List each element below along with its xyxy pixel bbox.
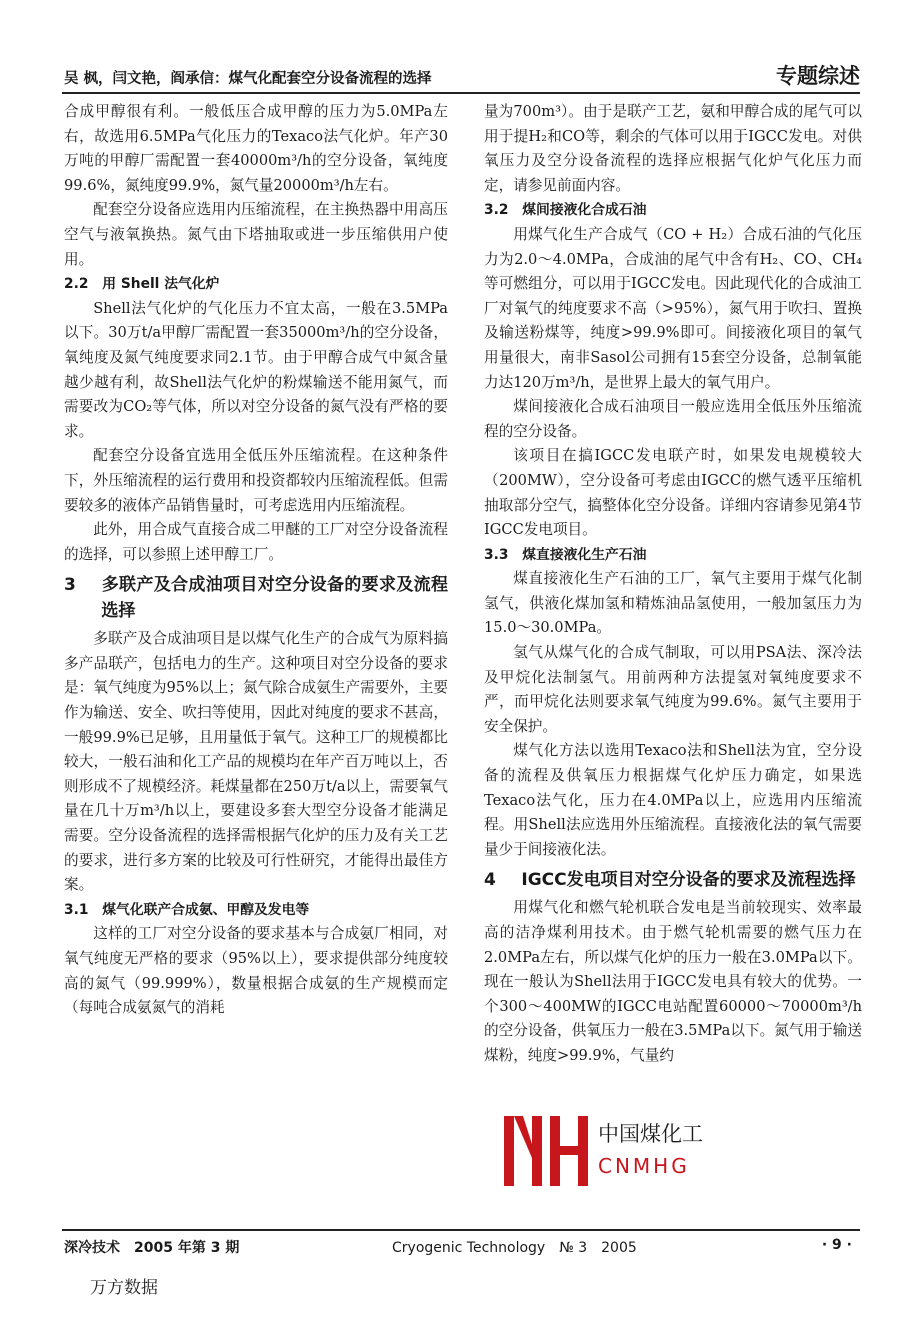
left-column — [64, 100, 448, 1021]
running-footer — [62, 1229, 860, 1261]
watermark-logo — [502, 1114, 734, 1188]
logo-chinese-text: 中国煤化工 — [598, 1118, 703, 1148]
paragraph: 这样的工厂对空分设备的要求基本与合成氨厂相同，对氧气纯度无严格的要求（95%以上），要求提供部分纯度较高的氮气（99.999%），数量根据合成氨的生产规模而定（每吨合成氨氮气的消耗 — [64, 925, 448, 1017]
paragraph: 煤间接液化合成石油项目一般应选用全低压外压缩流程的空分设备。 — [484, 398, 862, 440]
paragraph: Shell法气化炉的气化压力不宜太高，一般在3.5MPa以下。30万t/a甲醇厂需配置一套35000m³/h的空分设备，氧纯度及氮气纯度要求同2.1节。由于甲醇合成气中氮含量越少越有利，故Shell法气化炉的粉煤输送不能用氮气，而需要改为CO₂等气体，所以对空分设备的氮气没有严格的要求。 — [64, 299, 448, 440]
page-number: · 9 · — [821, 1237, 852, 1253]
section-title: 多联产及合成油项目对空分设备的要求及流程选择 — [101, 575, 448, 622]
subsection-heading: 3.2 煤间接液化合成石油 — [484, 202, 647, 219]
paragraph: 配套空分设备宜选用全低压外压缩流程。在这种条件下，外压缩流程的运行费用和投资都较内压缩流程低。但需要较多的液体产品销售量时，可考虑选用内压缩流程。 — [64, 447, 448, 514]
paragraph: 用煤气化和燃气轮机联合发电是当前较现实、效率最高的洁净煤利用技术。由于燃气轮机需要的燃气压力在2.0MPa左右，所以煤气化炉的压力一般在3.0MPa以下。现在一般认为Shell法用于IGCC发电具有较大的优势。一个300～400MW的IGCC电站配置60000～70000m³/h的空分设备，供氧压力一般在3.5MPa以下。氮气用于输送煤粉，纯度>99.9%，气量约 — [484, 899, 862, 1064]
logo-english-text: CNMHG — [598, 1154, 690, 1178]
section-title: IGCC发电项目对空分设备的要求及流程选择 — [521, 870, 856, 891]
paragraph: 氢气从煤气化的合成气制取，可以用PSA法、深冷法及甲烷化法制氢气。用前两种方法提氢对氧纯度要求不严，而甲烷化法则要求氧气纯度为99.6%。氮气主要用于安全保护。 — [484, 644, 862, 735]
section-number: 3 — [64, 575, 76, 596]
paragraph: 用煤气化生产合成气（CO + H₂）合成石油的气化压力为2.0～4.0MPa，合成油的尾气中含有H₂、CO、CH₄等可燃组分，可以用于IGCC发电。因此现代化的合成油工厂对氧气的纯度要求不高（>95%），氮气用于吹扫、置换及输送粉煤等，纯度>99.9%即可。间接液化项目的氧气用量很大，南非Sasol公司拥有15套空分设备，总制氧能力达120万m³/h，是世界上最大的氧气用户。 — [484, 225, 862, 391]
paragraph: 煤直接液化生产石油的工厂，氧气主要用于煤气化制氢气，供液化煤加氢和精炼油品氢使用，一般加氢压力为15.0～30.0MPa。 — [484, 570, 862, 637]
mh-logo-icon — [502, 1114, 588, 1188]
running-header-title: 吴 枫，闫文艳，阎承信：煤气化配套空分设备流程的选择 — [64, 71, 432, 87]
paragraph: 该项目在搞IGCC发电联产时，如果发电规模较大（200MW），空分设备可考虑由IGCC的燃气透平压缩机抽取部分空气，搞整体化空分设备。详细内容请参见第4节IGCC发电项目。 — [484, 447, 862, 539]
running-header — [62, 58, 860, 94]
subsection-heading: 3.3 煤直接液化生产石油 — [484, 546, 647, 563]
section-number: 4 — [484, 870, 496, 891]
paragraph: 合成甲醇很有利。一般低压合成甲醇的压力为5.0MPa左右，故选用6.5MPa气化压力的Texaco法气化炉。年产30万吨的甲醇厂需配置一套40000m³/h的空分设备，氧纯度99.6%，氮纯度99.9%，氮气量20000m³/h左右。 — [64, 103, 448, 194]
subsection-heading: 3.1 煤气化联产合成氨、甲醇及发电等 — [64, 901, 310, 918]
section-heading — [64, 572, 448, 624]
paragraph: 煤气化方法以选用Texaco法和Shell法为宜，空分设备的流程及供氧压力根据煤气化炉压力确定，如果选Texaco法气化，压力在4.0MPa以上，应选用内压缩流程。用Shell法应选用外压缩流程。直接液化法的氧气需要量少于间接液化法。 — [484, 742, 862, 858]
paragraph: 量为700m³）。由于是联产工艺，氨和甲醇合成的尾气可以用于提H₂和CO等，剩余的气体可以用于IGCC发电。对供氧压力及空分设备流程的选择应根据气化炉气化压力而定，请参见前面内容。 — [484, 103, 862, 194]
paragraph: 多联产及合成油项目是以煤气化生产的合成气为原料搞多产品联产，包括电力的生产。这种项目对空分设备的要求是：氧气纯度为95%以上；氮气除合成氨生产需要外，主要作为输送、安全、吹扫等使用，因此对纯度的要求不甚高，一般99.9%已足够，且用量低于氧气。这种工厂的规模都比较大，一般石油和化工产品的规模均在年产百万吨以上，否则形成不了规模经济。耗煤量都在250万t/a以上，需要氧气量在几十万m³/h以上，要建设多套大型空分设备才能满足需要。空分设备流程的选择需根据气化炉的压力及有关工艺的要求，进行多方案的比较及可行性研究，才能得出最佳方案。 — [64, 630, 448, 894]
journal-issue-cn: 深冷技术 2005 年第 3 期 — [64, 1240, 240, 1256]
subsection-heading: 2.2 用 Shell 法气化炉 — [64, 276, 220, 293]
section-heading — [484, 867, 862, 893]
paragraph: 此外，用合成气直接合成二甲醚的工厂对空分设备流程的选择，可以参照上述甲醇工厂。 — [64, 521, 448, 563]
paragraph: 配套空分设备应选用内压缩流程，在主换热器中用高压空气与液氧换热。氮气由下塔抽取或进一步压缩供用户使用。 — [64, 201, 448, 268]
wanfang-watermark: 万方数据 — [90, 1278, 158, 1298]
section-label: 专题综述 — [776, 64, 860, 88]
right-column — [484, 100, 862, 1069]
journal-issue-en: Cryogenic Technology № 3 2005 — [392, 1240, 637, 1256]
